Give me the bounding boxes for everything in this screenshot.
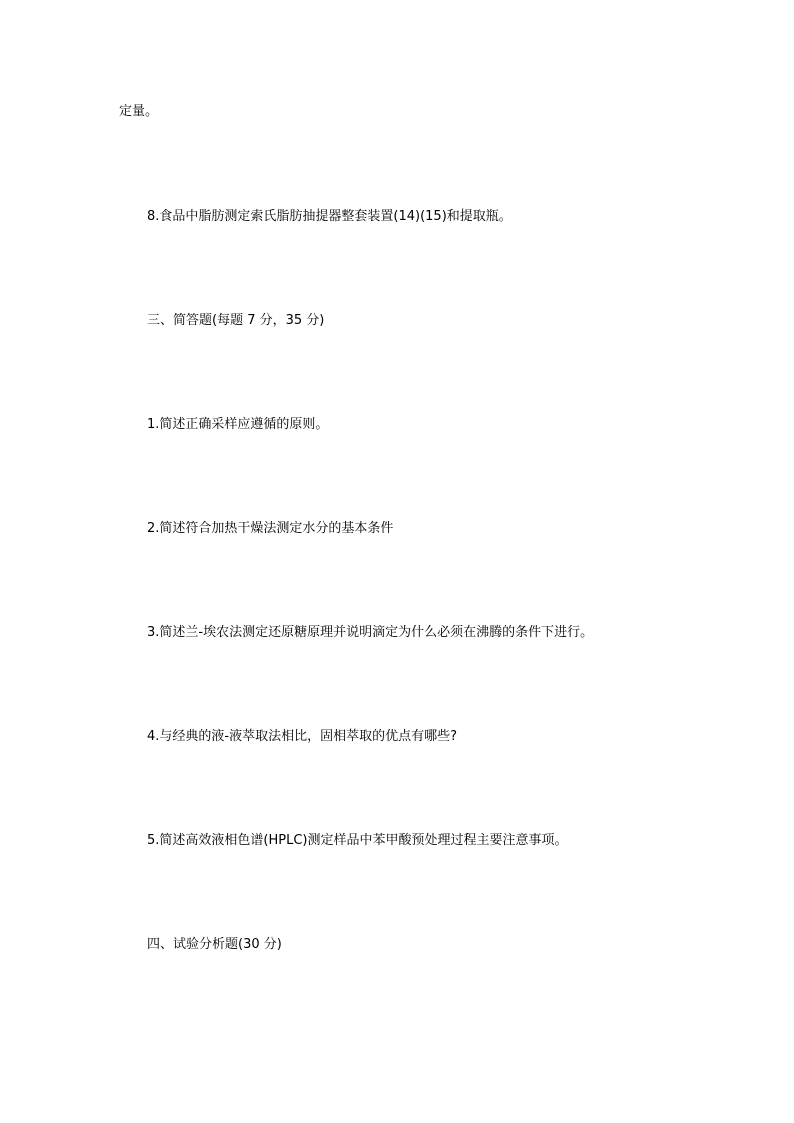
section-heading-short-answer: 三、简答题(每题 7 分，35 分) <box>147 313 325 328</box>
section-heading-experiment-analysis: 四、试验分析题(30 分) <box>147 937 282 952</box>
short-answer-question-2: 2.简述符合加热干燥法测定水分的基本条件 <box>147 521 394 536</box>
short-answer-question-4: 4.与经典的液-液萃取法相比，固相萃取的优点有哪些? <box>147 729 457 744</box>
short-answer-question-1: 1.简述正确采样应遵循的原则。 <box>147 417 329 432</box>
continuation-text: 定量。 <box>119 104 159 119</box>
short-answer-question-5: 5.简述高效液相色谱(HPLC)测定样品中苯甲酸预处理过程主要注意事项。 <box>147 833 568 848</box>
fill-question-8: 8.食品中脂肪测定索氏脂肪抽提器整套装置(14)(15)和提取瓶。 <box>147 209 512 224</box>
short-answer-question-3: 3.简述兰-埃农法测定还原糖原理并说明滴定为什么必须在沸腾的条件下进行。 <box>147 625 594 640</box>
